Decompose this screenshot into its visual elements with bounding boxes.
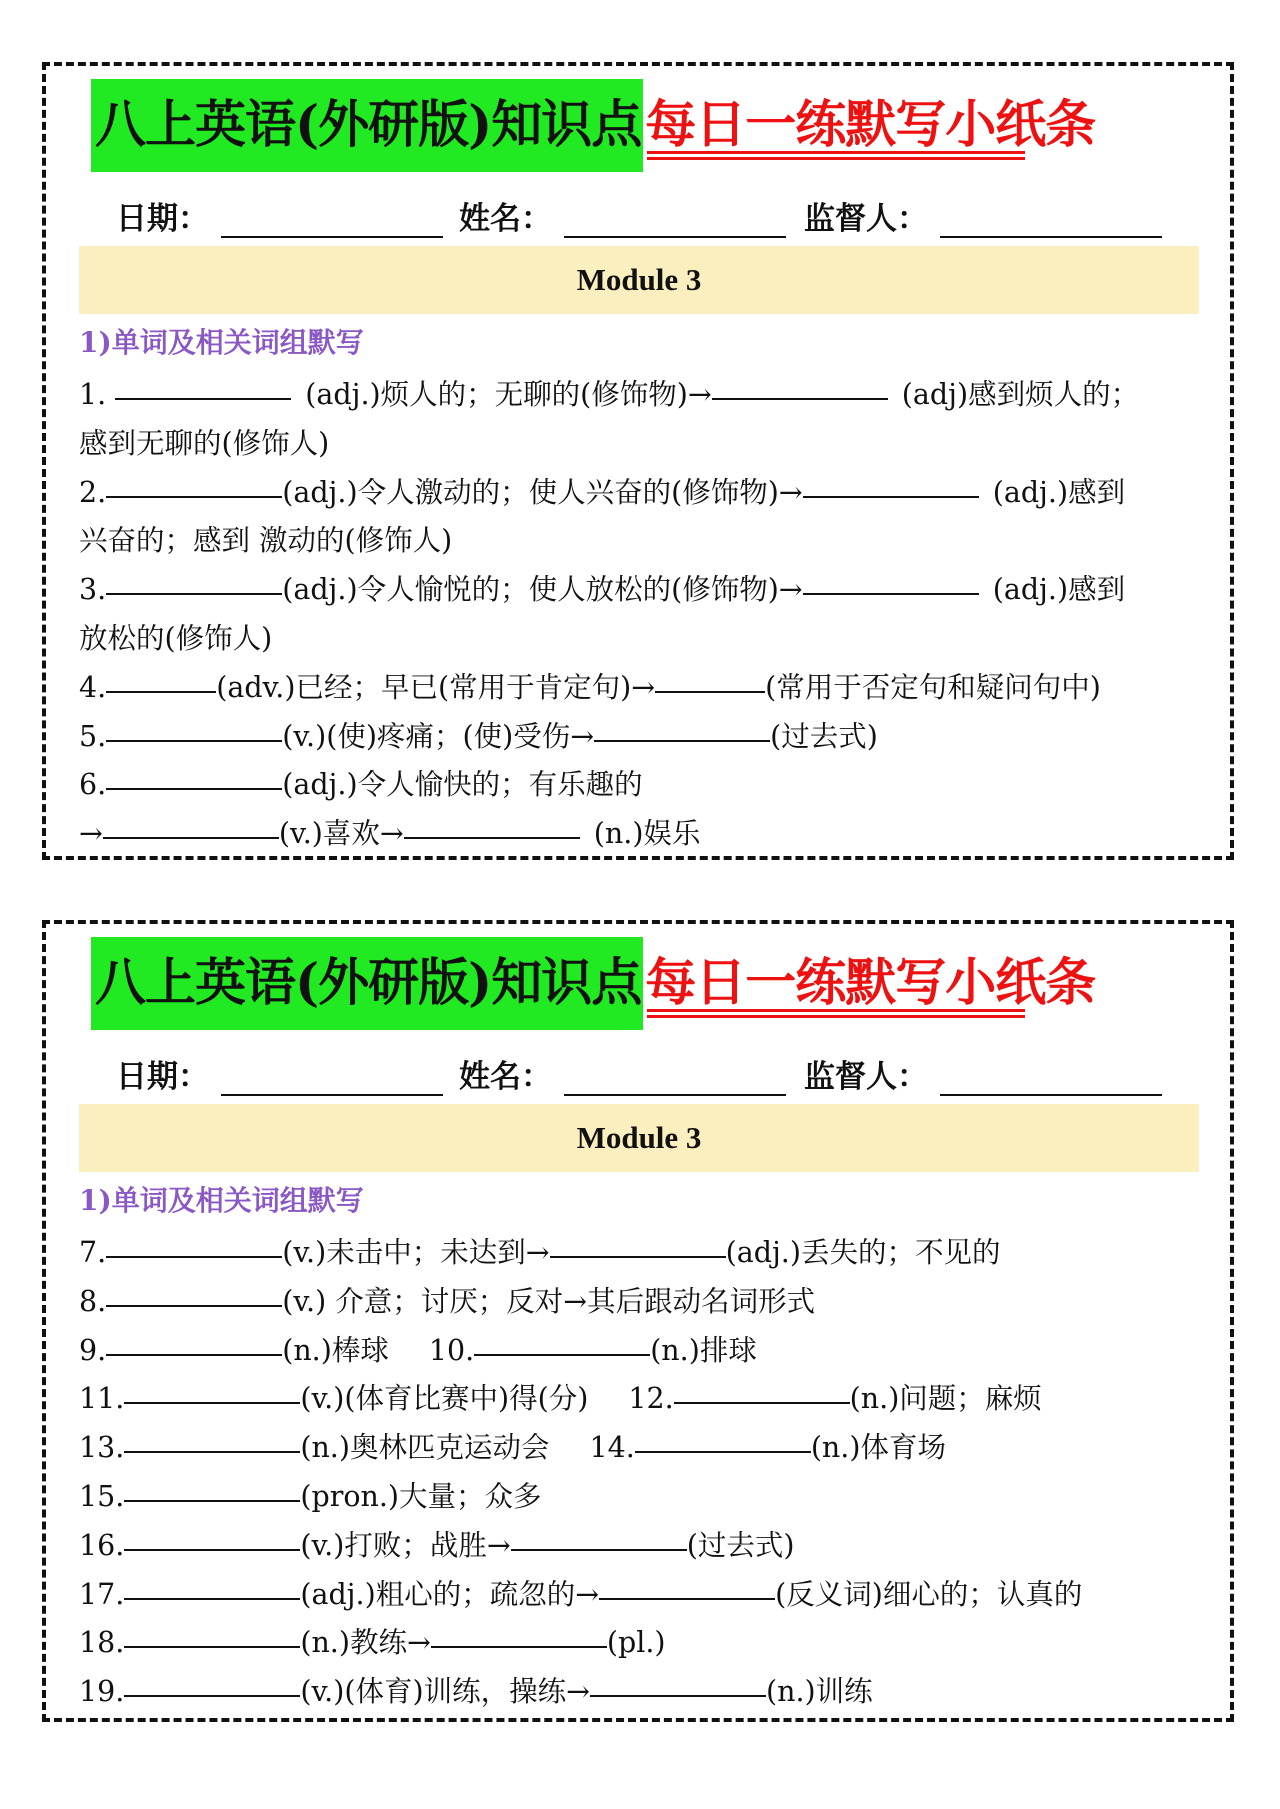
item-text: (v.) 介意；讨厌；反对→其后跟动名词形式 bbox=[282, 1284, 816, 1318]
answer-blank[interactable] bbox=[655, 689, 765, 693]
answer-blank[interactable] bbox=[106, 1254, 282, 1258]
date-label: 日期： bbox=[116, 1059, 209, 1095]
item-number: 9. bbox=[79, 1333, 107, 1367]
answer-blank[interactable] bbox=[803, 591, 979, 595]
answer-blank[interactable] bbox=[124, 1449, 300, 1453]
answer-blank[interactable] bbox=[106, 591, 282, 595]
item-number: 14. bbox=[589, 1431, 635, 1465]
item-text: (过去式) bbox=[770, 719, 878, 753]
answer-blank[interactable] bbox=[431, 1644, 607, 1648]
item-text: (pl.) bbox=[606, 1626, 666, 1660]
exercise-line bbox=[79, 664, 1209, 713]
module-heading: Module 3 bbox=[79, 1104, 1199, 1172]
exercise-list bbox=[79, 1229, 1209, 1717]
answer-blank[interactable] bbox=[106, 494, 282, 498]
item-text: (n.)教练→ bbox=[300, 1626, 431, 1660]
item-number: 8. bbox=[79, 1284, 107, 1318]
item-number: 17. bbox=[79, 1577, 125, 1611]
item-text: (v.)(体育比赛中)得(分) bbox=[300, 1382, 589, 1416]
date-field[interactable] bbox=[221, 1088, 443, 1096]
item-text: (v.)(体育)训练，操练→ bbox=[300, 1675, 590, 1709]
answer-blank[interactable] bbox=[124, 1400, 300, 1404]
item-text: 放松的(修饰人) bbox=[79, 621, 273, 655]
practice-card-1 bbox=[42, 62, 1234, 860]
exercise-line bbox=[79, 1619, 1209, 1668]
exercise-line bbox=[79, 810, 1209, 859]
exercise-line bbox=[79, 1522, 1209, 1571]
item-text: (adj.)感到 bbox=[992, 475, 1126, 509]
date-field[interactable] bbox=[221, 230, 443, 238]
card-title bbox=[91, 937, 1095, 1030]
answer-blank[interactable] bbox=[124, 1596, 300, 1600]
title-highlight: 八上英语(外研版)知识点 bbox=[91, 937, 643, 1030]
item-text: (反义词)细心的；认真的 bbox=[775, 1577, 1083, 1611]
exercise-line bbox=[79, 469, 1209, 518]
item-number: 19. bbox=[79, 1675, 125, 1709]
item-number: 6. bbox=[79, 768, 107, 802]
exercise-line bbox=[79, 1278, 1209, 1327]
exercise-line bbox=[79, 713, 1209, 762]
supervisor-label: 监督人： bbox=[804, 201, 928, 237]
answer-blank[interactable] bbox=[124, 1644, 300, 1648]
title-highlight: 八上英语(外研版)知识点 bbox=[91, 79, 643, 172]
exercise-line bbox=[79, 1327, 1209, 1376]
answer-blank[interactable] bbox=[550, 1254, 726, 1258]
info-row bbox=[116, 1046, 1156, 1096]
section-title: 1)单词及相关词组默写 bbox=[79, 1184, 364, 1217]
answer-blank[interactable] bbox=[106, 1352, 282, 1356]
title-subtitle: 每日一练默写小纸条 bbox=[643, 937, 1095, 1030]
item-number: 1. bbox=[79, 378, 116, 411]
exercise-line bbox=[79, 1424, 1209, 1473]
answer-blank[interactable] bbox=[590, 1693, 766, 1697]
item-number: 4. bbox=[79, 670, 107, 704]
name-label: 姓名： bbox=[459, 1059, 552, 1095]
supervisor-field[interactable] bbox=[940, 1088, 1162, 1096]
module-heading: Module 3 bbox=[79, 246, 1199, 314]
item-number: 12. bbox=[628, 1382, 674, 1416]
item-number: 5. bbox=[79, 719, 107, 753]
item-text: (v.)(使)疼痛；(使)受伤→ bbox=[282, 719, 595, 753]
answer-blank[interactable] bbox=[511, 1547, 687, 1551]
item-text: (adv.)已经；早已(常用于肯定句)→ bbox=[216, 670, 656, 704]
item-text: 兴奋的；感到 激动的(修饰人) bbox=[79, 524, 453, 558]
item-text: (v.)打败；战胜→ bbox=[300, 1528, 511, 1562]
title-subtitle: 每日一练默写小纸条 bbox=[643, 79, 1095, 172]
item-text: (v.)喜欢→ bbox=[278, 817, 404, 851]
item-text: 感到无聊的(修饰人) bbox=[79, 426, 330, 460]
answer-blank[interactable] bbox=[599, 1596, 775, 1600]
exercise-line bbox=[79, 615, 1209, 664]
item-number: 10. bbox=[428, 1333, 475, 1367]
answer-blank[interactable] bbox=[106, 738, 282, 742]
exercise-line bbox=[79, 371, 1209, 420]
item-number: 13. bbox=[79, 1431, 125, 1465]
exercise-line bbox=[79, 517, 1209, 566]
item-number: 16. bbox=[79, 1528, 125, 1562]
item-text: (常用于否定句和疑问句中) bbox=[765, 670, 1101, 704]
item-text: (adj)感到烦人的； bbox=[901, 378, 1140, 411]
exercise-line bbox=[79, 420, 1209, 469]
answer-blank[interactable] bbox=[103, 835, 279, 839]
item-text: (adj.)烦人的；无聊的(修饰物)→ bbox=[305, 378, 712, 411]
item-text: (过去式) bbox=[686, 1528, 795, 1562]
item-text: (adj.)令人激动的；使人兴奋的(修饰物)→ bbox=[282, 475, 803, 509]
exercise-list bbox=[79, 371, 1209, 859]
item-number: 3. bbox=[79, 573, 107, 607]
item-number: 15. bbox=[79, 1479, 125, 1513]
item-text: (n.)排球 bbox=[650, 1333, 757, 1367]
name-field[interactable] bbox=[564, 230, 786, 238]
answer-blank[interactable] bbox=[803, 494, 979, 498]
answer-blank[interactable] bbox=[124, 1693, 300, 1697]
name-field[interactable] bbox=[564, 1088, 786, 1096]
item-text: (adj.)令人愉悦的；使人放松的(修饰物)→ bbox=[282, 573, 803, 607]
name-label: 姓名： bbox=[459, 201, 552, 237]
item-text: (n.)娱乐 bbox=[593, 817, 701, 851]
item-text: (n.)训练 bbox=[765, 1675, 873, 1709]
supervisor-label: 监督人： bbox=[804, 1059, 928, 1095]
answer-blank[interactable] bbox=[124, 1498, 300, 1502]
answer-blank[interactable] bbox=[404, 835, 580, 839]
item-number: 2. bbox=[79, 475, 107, 509]
section-title: 1)单词及相关词组默写 bbox=[79, 326, 364, 359]
exercise-line bbox=[79, 761, 1209, 810]
item-text: (n.)体育场 bbox=[810, 1431, 946, 1465]
exercise-line bbox=[79, 1668, 1209, 1717]
arrow-marker: → bbox=[79, 817, 103, 851]
answer-blank[interactable] bbox=[712, 396, 888, 400]
date-label: 日期： bbox=[116, 201, 209, 237]
answer-blank[interactable] bbox=[115, 396, 291, 400]
exercise-line bbox=[79, 1473, 1209, 1522]
item-text: (n.)问题；麻烦 bbox=[849, 1382, 1042, 1416]
item-text: (adj.)感到 bbox=[992, 573, 1126, 607]
practice-card-2 bbox=[42, 920, 1234, 1722]
item-number: 18. bbox=[79, 1626, 125, 1660]
exercise-line bbox=[79, 566, 1209, 615]
item-text: (adj.)令人愉快的；有乐趣的 bbox=[282, 768, 643, 802]
answer-blank[interactable] bbox=[106, 689, 216, 693]
exercise-line bbox=[79, 1571, 1209, 1620]
item-text: (n.)奥林匹克运动会 bbox=[300, 1431, 550, 1465]
exercise-line bbox=[79, 1229, 1209, 1278]
answer-blank[interactable] bbox=[674, 1400, 850, 1404]
answer-blank[interactable] bbox=[124, 1547, 300, 1551]
answer-blank[interactable] bbox=[474, 1352, 650, 1356]
answer-blank[interactable] bbox=[106, 786, 282, 790]
exercise-line bbox=[79, 1375, 1209, 1424]
info-row bbox=[116, 188, 1156, 238]
answer-blank[interactable] bbox=[594, 738, 770, 742]
answer-blank[interactable] bbox=[635, 1449, 811, 1453]
item-text: (adj.)粗心的；疏忽的→ bbox=[300, 1577, 600, 1611]
item-number: 11. bbox=[79, 1382, 125, 1416]
item-text: (adj.)丢失的；不见的 bbox=[725, 1236, 1001, 1269]
item-text: (n.)棒球 bbox=[282, 1333, 389, 1367]
item-text: (pron.)大量；众多 bbox=[300, 1479, 542, 1513]
card-title bbox=[91, 79, 1095, 172]
item-text: (v.)未击中；未达到→ bbox=[282, 1236, 550, 1269]
answer-blank[interactable] bbox=[106, 1303, 282, 1307]
item-number: 7. bbox=[79, 1236, 107, 1269]
supervisor-field[interactable] bbox=[940, 230, 1162, 238]
